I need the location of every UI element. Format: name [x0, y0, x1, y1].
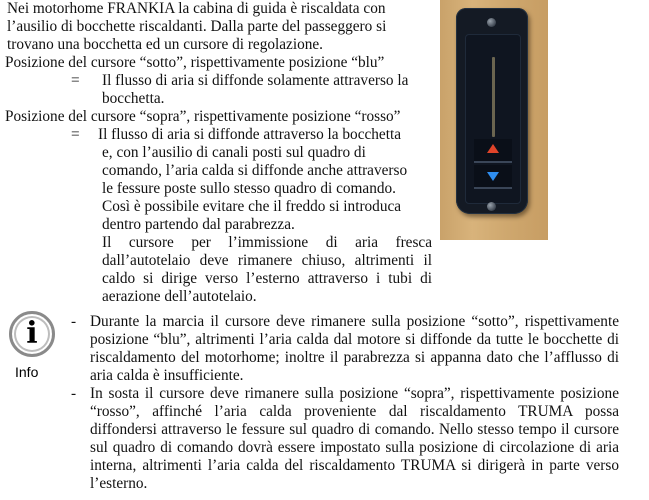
info-bullet-2: In sosta il cursore deve rimanere sulla posizione “sopra”, rispettivamente posizione “rosso”, affinché l’aria calda proveniente dal riscaldamento TRUMA possa diffondersi attraverso le fessure sul quadro di comando. Nello stesso tempo il cursore sul quadro di comando dovrà essere impostato sulla posizione di circolazione di aria interna, altrimenti l’aria calda del riscaldamento TRUMA si dirigerà in parte verso l’esterno.	[90, 385, 619, 492]
down-button	[474, 165, 512, 189]
logo-strip	[476, 187, 510, 193]
position-high-desc-line-6: dentro partendo dal parabrezza.	[102, 216, 295, 233]
intro-line-2: l’ausilio di bocchette riscaldanti. Dalla parte del passeggero si	[7, 18, 387, 35]
position-high-desc-line-2: e, con l’ausilio di canali posti sul quadro di	[102, 144, 366, 161]
bullet-marker: -	[71, 385, 77, 402]
intro-line-1: Nei motorhome FRANKIA la cabina di guida è riscaldata con	[7, 0, 386, 17]
position-high-desc-line-4: le fessure poste sullo stesso quadro di comando.	[102, 180, 396, 197]
bullet-marker: -	[71, 313, 77, 330]
vent-control-photo	[440, 0, 548, 240]
equals-sign: =	[71, 72, 80, 89]
position-high-desc-line-5: Così è possibile evitare che il freddo si introduca	[102, 198, 402, 215]
position-high-desc-line-3: comando, l’aria calda si diffonde anche attraverso	[102, 162, 408, 179]
screw-icon	[487, 18, 496, 27]
vent-face	[465, 34, 521, 204]
info-label: Info	[15, 364, 39, 380]
position-low-heading: Posizione del cursore “sotto”, rispettivamente posizione “blu”	[5, 54, 385, 71]
position-low-desc-line-2: bocchetta.	[102, 90, 165, 107]
blue-down-arrow-icon	[487, 172, 499, 181]
info-icon	[9, 311, 55, 357]
vent-housing	[456, 8, 528, 214]
intro-line-3: trovano una bocchetta ed un cursore di regolazione.	[7, 36, 324, 53]
red-up-arrow-icon	[487, 144, 499, 153]
equals-sign: =	[71, 126, 80, 143]
info-glyph: i	[26, 316, 38, 351]
info-bullet-1: Durante la marcia il cursore deve rimanere sulla posizione “sotto”, rispettivamente posizione “blu”, altrimenti l’aria calda dal motore si diffonde da tutte le bocchette di riscaldamento del motorhome; inoltre il parabrezza si appanna dato che l’afflusso di aria calda è insufficiente.	[90, 313, 619, 384]
fresh-air-cursor-paragraph: Il cursore per l’immissione di aria fresca dall’autotelaio deve rimanere chiuso, altrimenti il caldo si dirige verso l’esterno attraverso i tubi di aerazione dell’autotelaio.	[102, 234, 432, 305]
up-button	[474, 139, 512, 163]
screw-icon	[487, 202, 496, 211]
slider-slot	[492, 57, 495, 137]
position-high-desc-line-1: Il flusso di aria si diffonde attraverso la bocchetta	[98, 126, 402, 143]
position-low-desc-line-1: Il flusso di aria si diffonde solamente attraverso la	[102, 72, 409, 89]
position-high-heading: Posizione del cursore “sopra”, rispettivamente posizione “rosso”	[5, 108, 401, 125]
